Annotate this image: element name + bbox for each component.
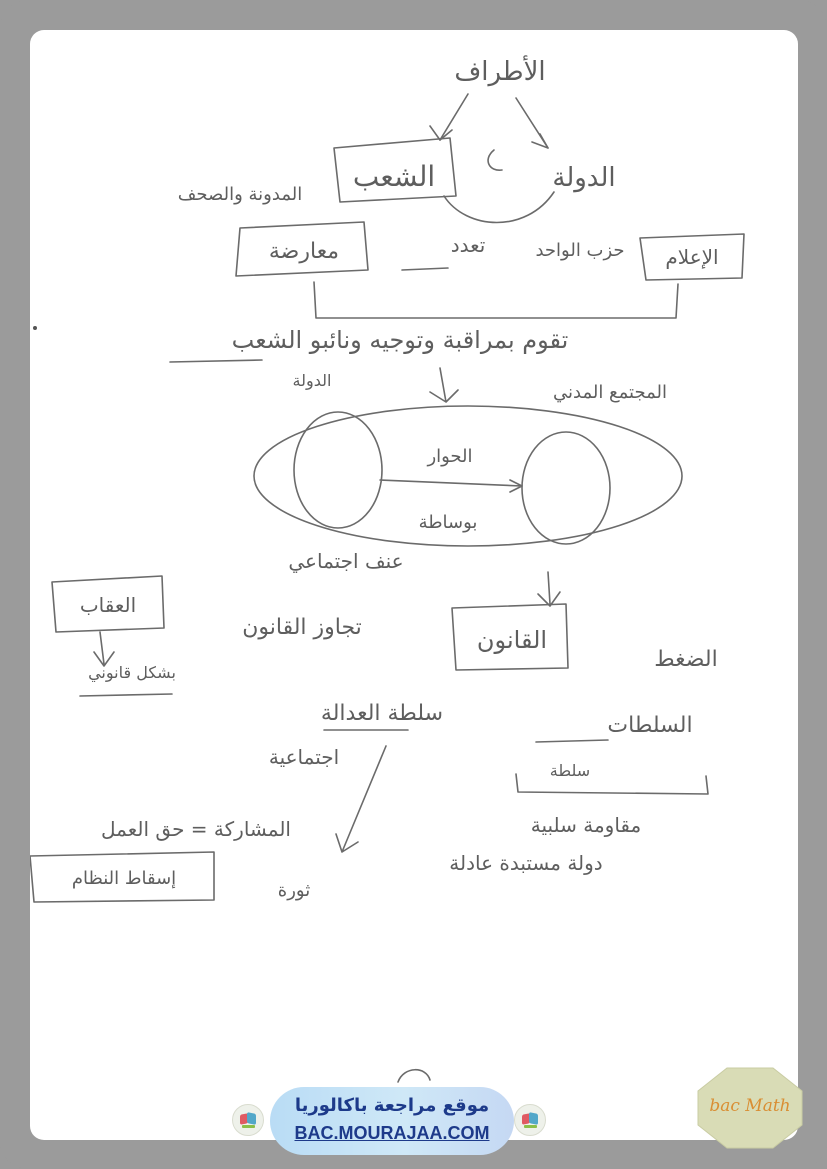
margin-dot — [33, 326, 37, 330]
label-resistance: مقاومة سلبية — [530, 813, 642, 837]
label-authorities: السلطات — [607, 713, 693, 738]
label-participation: المشاركة = حق العمل — [101, 817, 291, 841]
arrow-down-1 — [430, 368, 458, 402]
label-law: القانون — [476, 626, 548, 654]
label-ruling-party: حزب الواحد — [535, 240, 625, 261]
arrow-down-2 — [538, 572, 560, 606]
label-social: اجتماعية — [268, 745, 340, 769]
right-circle — [522, 432, 610, 544]
label-state-building: دولة مستبدة عادلة — [449, 851, 603, 875]
label-mediation: بوساطة — [418, 512, 478, 533]
label-plurality: تعدد — [450, 233, 486, 257]
label-state: الدولة — [552, 163, 616, 193]
label-people: الشعب — [352, 160, 436, 193]
bottom-scribble — [398, 1070, 430, 1082]
label-revolution: ثورة — [277, 880, 311, 901]
site-logo-icon-left — [232, 1104, 264, 1136]
label-pressure: الضغط — [654, 647, 718, 672]
label-punishment: العقاب — [79, 593, 137, 617]
label-society: المجتمع المدني — [552, 382, 668, 403]
label-opposition: معارضة — [268, 239, 340, 264]
row-bracket — [314, 282, 678, 318]
label-media-line: المدونة والصحف — [177, 184, 303, 205]
label-state-small: الدولة — [292, 371, 332, 390]
label-extra-note: بشكل قانوني — [88, 663, 176, 682]
label-system: إسقاط النظام — [71, 868, 177, 889]
label-violation: تجاوز القانون — [242, 615, 362, 640]
loop-connector — [444, 192, 554, 223]
handwritten-diagram — [30, 30, 798, 1140]
label-media: الإعلام — [665, 245, 719, 269]
diagonal-arrow — [336, 746, 386, 852]
footer-site-banner[interactable] — [270, 1087, 514, 1155]
double-arrow — [380, 480, 522, 492]
underline-plurality — [402, 268, 448, 270]
arrow-left — [440, 94, 468, 140]
handwritten-page — [30, 30, 798, 1140]
bacmath-text: bac Math — [709, 1096, 791, 1116]
label-violence: عنف اجتماعي — [288, 549, 404, 573]
loop-top — [488, 150, 502, 170]
label-state-power: سلطة — [549, 761, 591, 780]
footer-site-name: موقع مراجعة باكالوريا — [294, 1095, 490, 1116]
site-logo-icon-right — [514, 1104, 546, 1136]
label-monitoring: تقوم بمراقبة وتوجيه ونائبو الشعب — [231, 326, 569, 354]
underline-note — [80, 694, 172, 696]
left-circle — [294, 412, 382, 528]
footer-site-url[interactable]: BAC.MOURAJAA.COM — [294, 1123, 490, 1143]
label-power: سلطة العدالة — [320, 701, 444, 726]
label-dialogue: الحوار — [427, 446, 473, 467]
arrow-down-3 — [94, 632, 114, 666]
title-actors: الأطراف — [454, 57, 546, 87]
bracket-authorities — [516, 774, 708, 794]
underline-authorities — [536, 740, 608, 742]
bacmath-badge — [697, 1067, 803, 1149]
underline-monitoring — [170, 360, 262, 362]
